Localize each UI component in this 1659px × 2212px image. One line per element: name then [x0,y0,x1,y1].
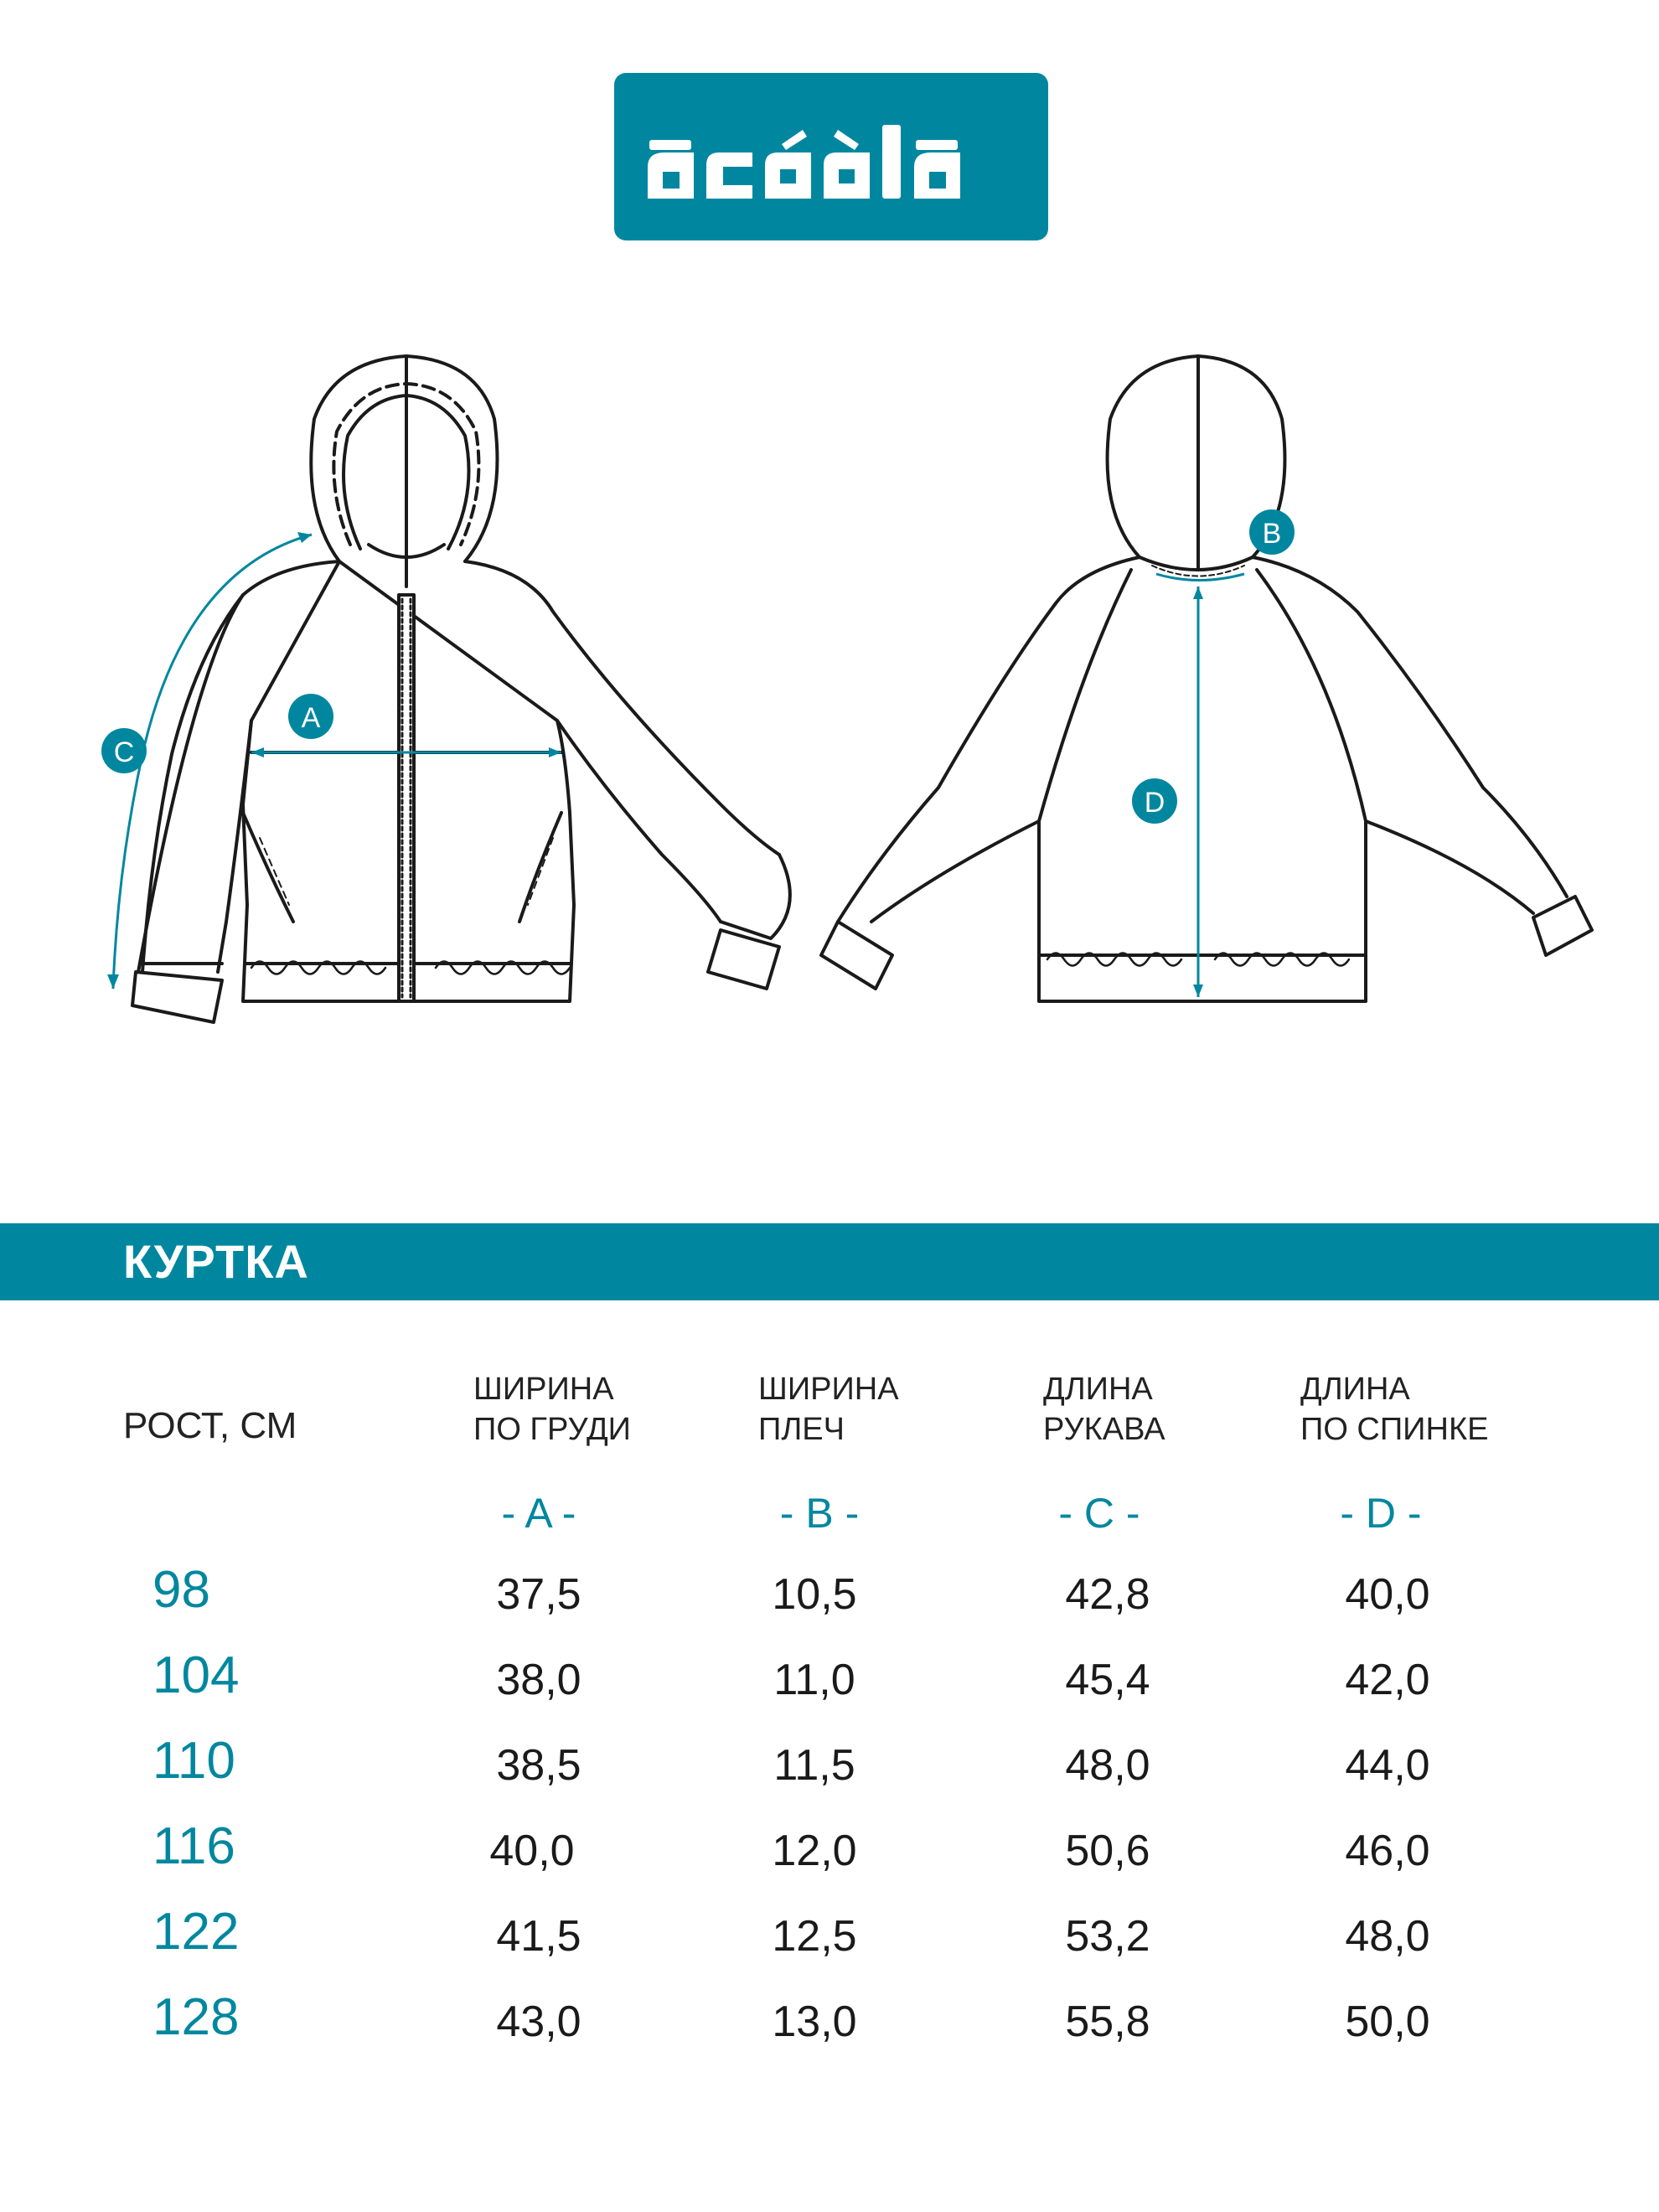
chest-width-value: 43,0 [496,1998,581,2046]
svg-text:B: B [1262,518,1282,550]
column-code-b: - B - [779,1490,860,1537]
section-banner [0,1223,1659,1300]
back-length-value: 42,0 [1345,1656,1430,1704]
back-length-value: 46,0 [1345,1827,1430,1875]
brand-logo [614,73,1048,240]
column-code-a: - A - [501,1490,576,1537]
jacket-size-diagram [0,318,1659,1072]
marker-d [1132,778,1177,824]
shoulder-width-value: 11,0 [773,1656,855,1704]
chest-width-value: 38,0 [496,1656,581,1704]
sleeve-length-value: 50,6 [1065,1827,1150,1875]
jacket-front-drawing [132,356,790,1022]
acoola-wordmark [614,73,1048,240]
back-length-value: 50,0 [1345,1998,1430,2046]
chest-width-value: 40,0 [489,1827,575,1875]
measure-line-b [1156,574,1244,581]
chest-width-value: 38,5 [496,1741,581,1790]
section-title: КУРТКА [123,1235,309,1288]
svg-text:C: C [113,736,135,768]
back-length-value: 40,0 [1345,1570,1430,1619]
size-value: 110 [152,1732,235,1790]
sleeve-length-value: 45,4 [1065,1656,1150,1704]
sleeve-length-value: 55,8 [1065,1998,1150,2046]
shoulder-width-value: 12,0 [772,1827,857,1875]
back-length-value: 44,0 [1345,1741,1430,1790]
size-value: 128 [152,1988,240,2046]
column-code-d: - D - [1340,1490,1422,1537]
height-header: РОСТ, СМ [123,1405,297,1446]
size-value: 98 [152,1561,210,1619]
jacket-back-drawing [821,356,1592,1001]
size-value: 104 [152,1646,240,1704]
column-header-shoulder: ШИРИНА ПЛЕЧ [758,1372,899,1447]
back-length-value: 48,0 [1345,1912,1430,1961]
marker-b [1249,509,1295,555]
shoulder-width-value: 13,0 [772,1998,857,2046]
column-header-sleeve: ДЛИНА РУКАВА [1043,1372,1165,1447]
shoulder-width-value: 11,5 [773,1741,855,1790]
marker-c [101,728,147,773]
size-value: 116 [152,1817,235,1875]
chest-width-value: 37,5 [496,1570,581,1619]
svg-text:A: A [301,702,321,734]
column-header-chest: ШИРИНА ПО ГРУДИ [473,1372,631,1447]
size-value: 122 [152,1903,240,1961]
sleeve-length-value: 53,2 [1065,1912,1150,1961]
svg-text:D: D [1144,787,1165,819]
marker-a [288,694,333,739]
shoulder-width-value: 10,5 [772,1570,857,1619]
sleeve-length-value: 42,8 [1065,1570,1150,1619]
shoulder-width-value: 12,5 [772,1912,857,1961]
column-header-back-length: ДЛИНА ПО СПИНКЕ [1300,1372,1489,1447]
column-code-c: - C - [1058,1490,1140,1537]
sleeve-length-value: 48,0 [1065,1741,1150,1790]
chest-width-value: 41,5 [496,1912,581,1961]
